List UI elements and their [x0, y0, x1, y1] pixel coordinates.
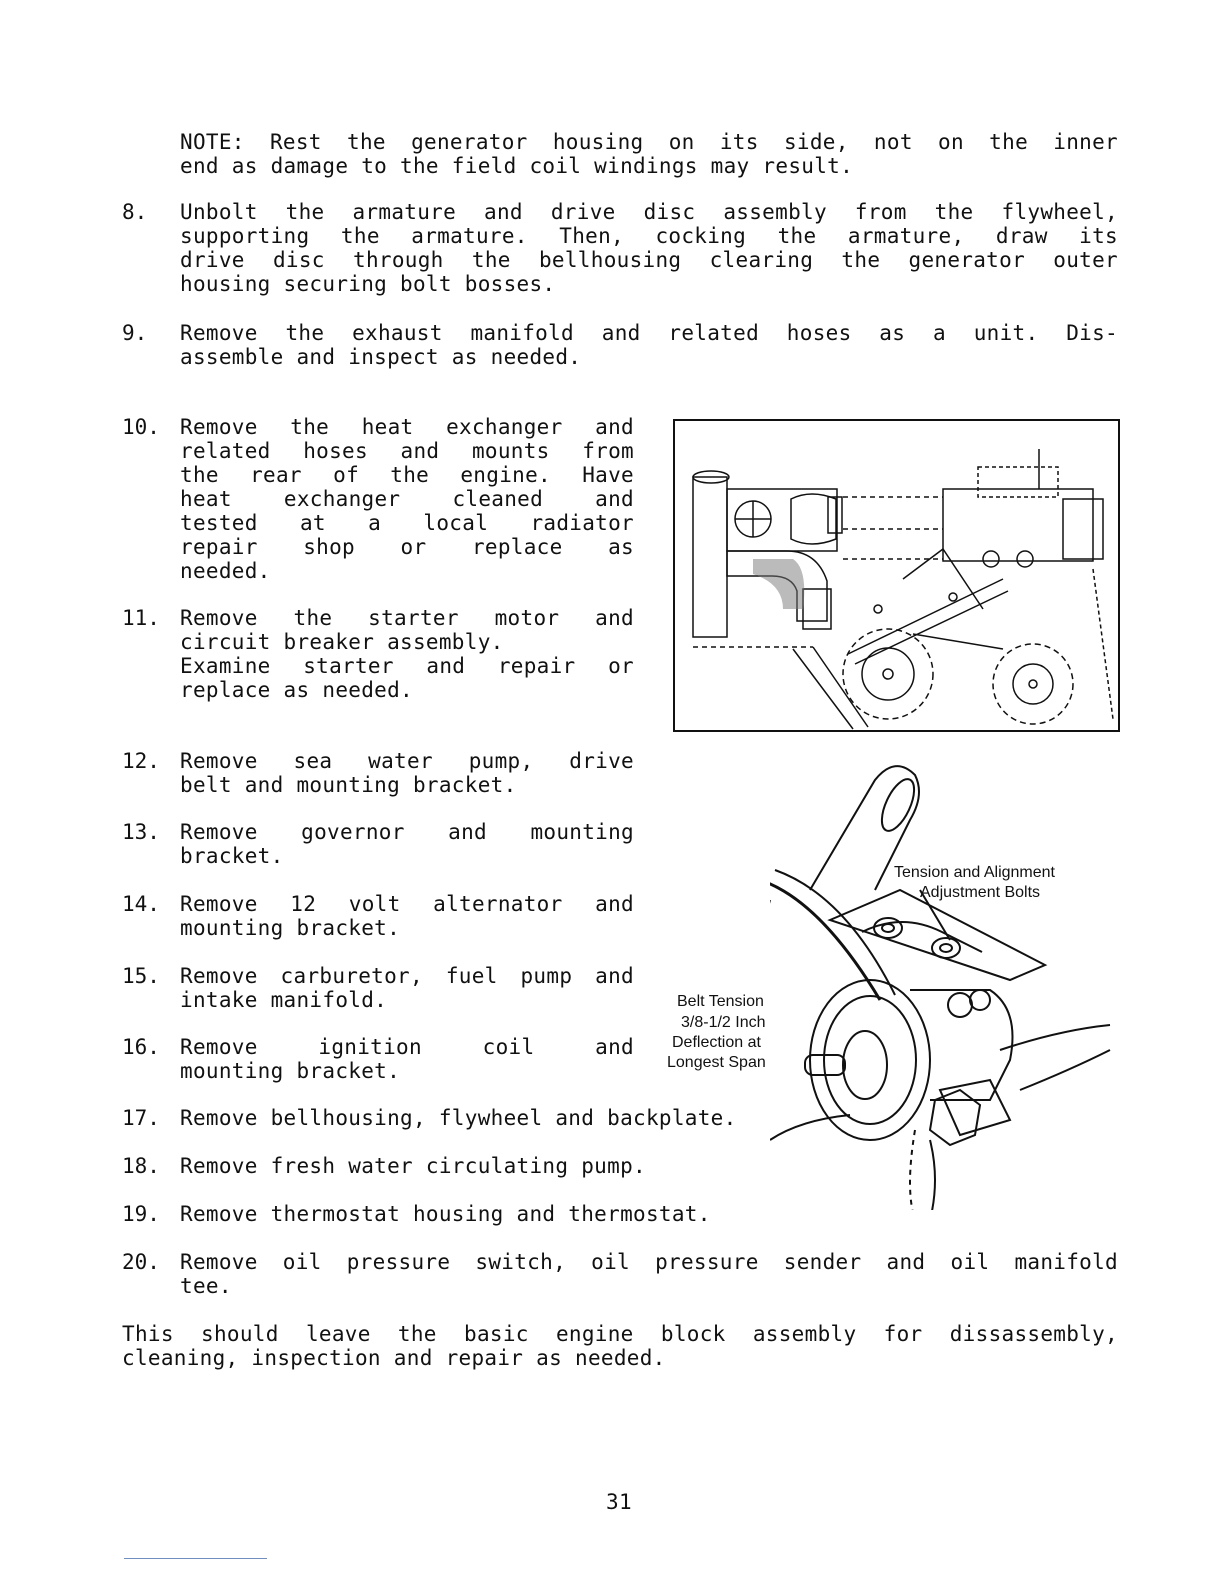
step-line: Remove ignition coil and: [180, 1035, 634, 1059]
step-text: [180, 1250, 1118, 1298]
engine-rear-illustration: [673, 419, 1120, 732]
belt-tension-illustration: [770, 760, 1130, 1210]
step-line: belt and mounting bracket.: [180, 773, 517, 797]
page-number: 31: [606, 1490, 632, 1514]
closing-paragraph: [122, 1322, 1118, 1370]
step-line: bracket.: [180, 844, 284, 868]
step-number: 18.: [122, 1154, 160, 1178]
adjust-bolts-label-line1: Tension and Alignment: [894, 864, 1055, 881]
step-line: Remove the starter motor and: [180, 606, 634, 630]
step-text: [180, 964, 634, 1012]
step-number: 13.: [122, 820, 160, 844]
step-line: tested at a local radiator: [180, 511, 634, 535]
step-line: Remove sea water pump, drive: [180, 749, 634, 773]
belt-tension-label-line3: Deflection at: [672, 1034, 761, 1051]
step-number: 20.: [122, 1250, 160, 1274]
step-line: Remove governor and mounting: [180, 820, 634, 844]
step-number: 8.: [122, 200, 148, 224]
step-number: 16.: [122, 1035, 160, 1059]
step-line: assemble and inspect as needed.: [180, 345, 582, 369]
step-text: [180, 321, 1118, 369]
step-line: intake manifold.: [180, 988, 388, 1012]
adjust-bolts-label-line2: Adjustment Bolts: [920, 884, 1041, 901]
step-number: 17.: [122, 1106, 160, 1130]
step-text: [180, 892, 634, 940]
step-number: 10.: [122, 415, 160, 439]
step-line: repair shop or replace as: [180, 535, 634, 559]
note-line: end as damage to the field coil windings may result.: [180, 154, 854, 178]
step-line: Examine starter and repair or: [180, 654, 634, 678]
step-line: supporting the armature. Then, cocking the armature, draw its: [180, 224, 1118, 248]
step-number: 19.: [122, 1202, 160, 1226]
step-line: Remove oil pressure switch, oil pressure sender and oil manifold: [180, 1250, 1118, 1274]
step-line: Remove the heat exchanger and: [180, 415, 634, 439]
step-line: Remove bellhousing, flywheel and backplate.: [180, 1106, 737, 1130]
step-line: the rear of the engine. Have: [180, 463, 634, 487]
step-number: 14.: [122, 892, 160, 916]
bottom-rule: [124, 1558, 267, 1559]
step-line: housing securing bolt bosses.: [180, 272, 556, 296]
step-text: [180, 1035, 634, 1083]
step-line: tee.: [180, 1274, 232, 1298]
step-line: Remove carburetor, fuel pump and: [180, 964, 634, 988]
step-number: 9.: [122, 321, 148, 345]
step-number: 11.: [122, 606, 160, 630]
step-line: heat exchanger cleaned and: [180, 487, 634, 511]
belt-tension-label-line1: Belt Tension: [677, 993, 764, 1010]
step-line: Unbolt the armature and drive disc assembly from the flywheel,: [180, 200, 1118, 224]
step-text: [180, 200, 1118, 296]
step-line: replace as needed.: [180, 678, 413, 702]
step-line: Remove fresh water circulating pump.: [180, 1154, 646, 1178]
note-line: NOTE: Rest the generator housing on its side, not on the inner: [180, 130, 1118, 154]
step-line: mounting bracket.: [180, 1059, 401, 1083]
step-text: [180, 749, 634, 797]
step-line: needed.: [180, 559, 271, 583]
step-text: [180, 820, 634, 868]
belt-tension-label-line4: Longest Span: [667, 1054, 766, 1071]
step-line: Remove 12 volt alternator and: [180, 892, 634, 916]
step-line: Remove the exhaust manifold and related hoses as a unit. Dis-: [180, 321, 1118, 345]
step-line: drive disc through the bellhousing clearing the generator outer: [180, 248, 1118, 272]
step-line: mounting bracket.: [180, 916, 401, 940]
step-text: [180, 415, 634, 583]
closing-line: This should leave the basic engine block assembly for dissassembly,: [122, 1322, 1118, 1346]
step-number: 12.: [122, 749, 160, 773]
step-line: circuit breaker assembly.: [180, 630, 504, 654]
step-line: related hoses and mounts from: [180, 439, 634, 463]
belt-tension-label-line2: 3/8-1/2 Inch: [681, 1014, 766, 1031]
closing-line: cleaning, inspection and repair as needed.: [122, 1346, 666, 1370]
step-line: Remove thermostat housing and thermostat.: [180, 1202, 711, 1226]
note-paragraph: [180, 130, 1118, 178]
step-text: [180, 606, 634, 702]
step-number: 15.: [122, 964, 160, 988]
